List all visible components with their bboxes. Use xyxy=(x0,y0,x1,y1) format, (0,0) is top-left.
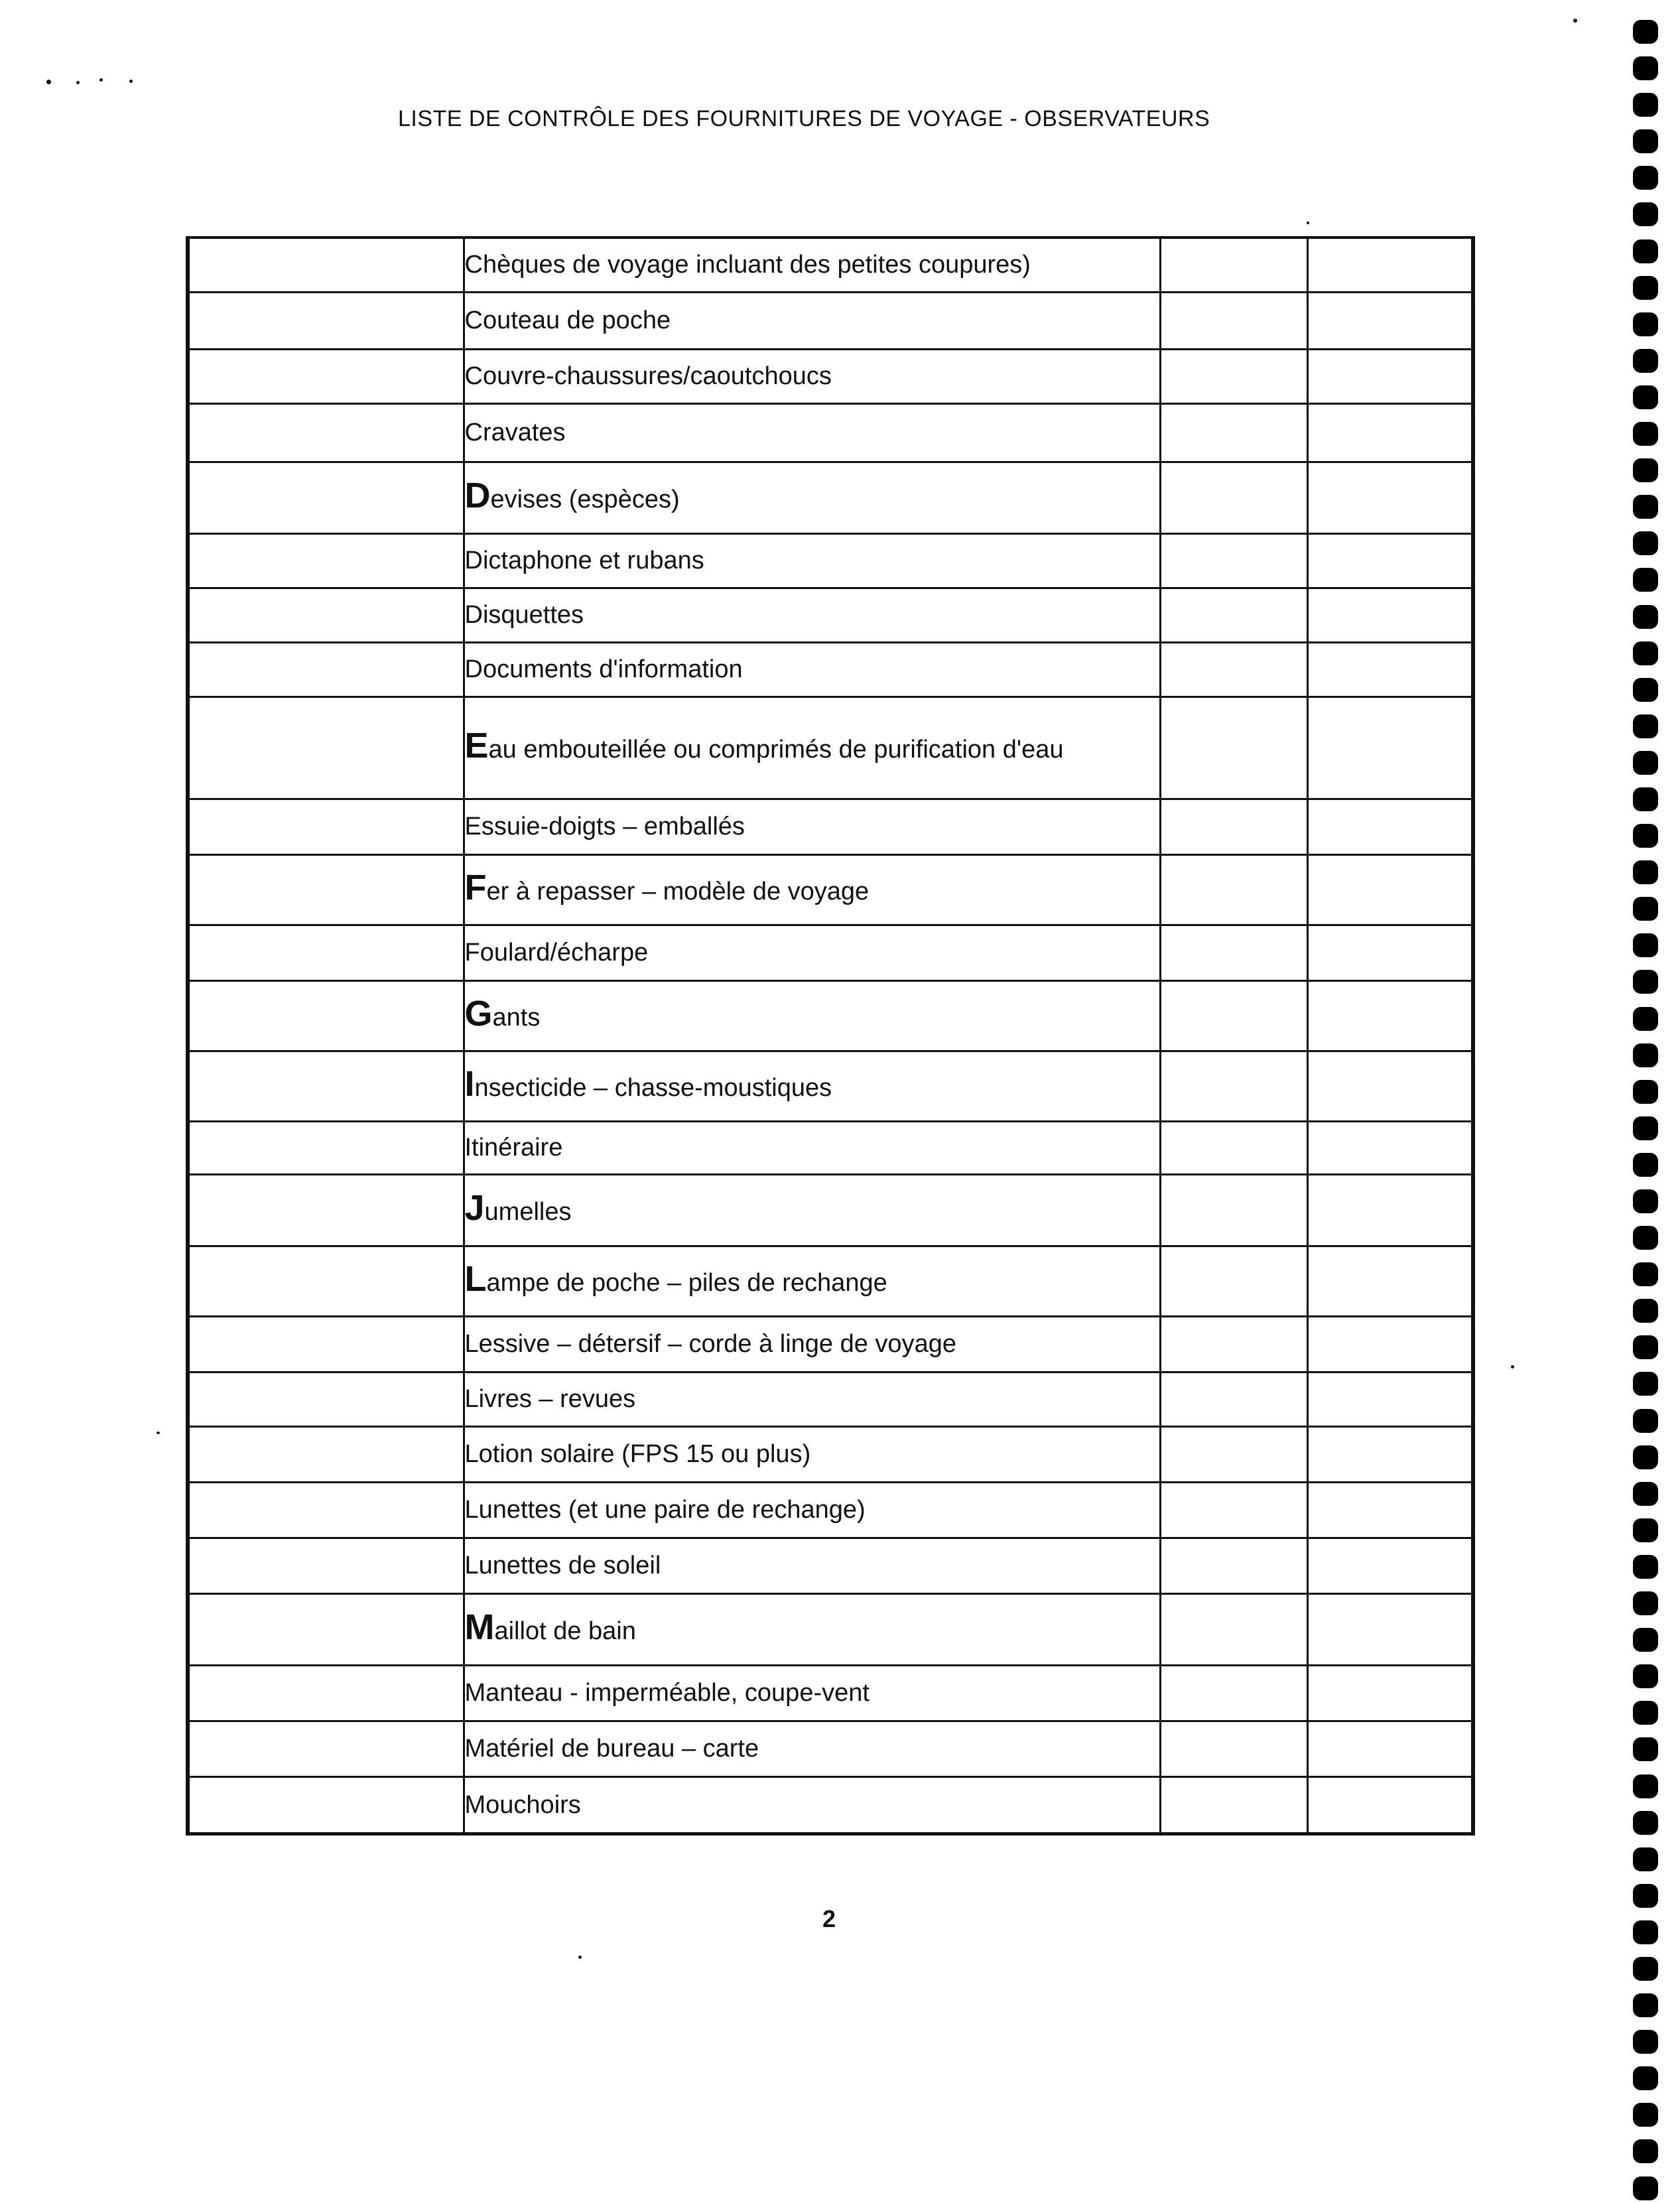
binding-hole xyxy=(1633,458,1658,482)
table-row xyxy=(188,799,1473,854)
check-cell-1 xyxy=(1160,697,1307,799)
left-blank-cell xyxy=(188,588,464,642)
scan-speck xyxy=(76,81,80,84)
left-blank-cell xyxy=(188,1372,464,1426)
binding-hole xyxy=(1633,1153,1658,1177)
check-cell-2 xyxy=(1307,1316,1473,1372)
left-blank-cell xyxy=(188,1051,464,1121)
binding-hole xyxy=(1633,1007,1658,1031)
check-cell-2 xyxy=(1307,1593,1473,1665)
left-blank-cell xyxy=(188,237,464,292)
table-row xyxy=(188,1721,1473,1776)
binding-hole xyxy=(1633,1116,1658,1140)
check-cell-1 xyxy=(1160,854,1307,925)
left-blank-cell xyxy=(188,1538,464,1593)
item-label: nsecticide – chasse-moustiques xyxy=(474,1074,832,1102)
left-blank-cell xyxy=(188,1174,464,1246)
scan-speck xyxy=(99,78,103,82)
binding-hole xyxy=(1633,276,1658,300)
binding-hole xyxy=(1633,1664,1658,1688)
supplies-checklist-table xyxy=(186,236,1475,1836)
binding-hole xyxy=(1633,1445,1658,1469)
binding-hole xyxy=(1633,1957,1658,1981)
binding-hole xyxy=(1633,2066,1658,2090)
table-row xyxy=(188,349,1473,403)
checklist-body xyxy=(188,237,1473,1834)
item-label: Lunettes (et une paire de rechange) xyxy=(464,1496,866,1524)
item-cell xyxy=(464,980,1160,1051)
check-cell-1 xyxy=(1160,1372,1307,1426)
check-cell-1 xyxy=(1160,292,1307,349)
table-row xyxy=(188,980,1473,1051)
check-cell-2 xyxy=(1307,1372,1473,1426)
item-label: ampe de poche – piles de rechange xyxy=(486,1269,887,1297)
binding-hole xyxy=(1633,1628,1658,1652)
left-blank-cell xyxy=(188,1665,464,1721)
item-cell xyxy=(464,292,1160,349)
item-cell xyxy=(464,1593,1160,1665)
binding-hole xyxy=(1633,1591,1658,1615)
binding-hole xyxy=(1633,1737,1658,1761)
binding-hole xyxy=(1633,2176,1658,2200)
item-cell xyxy=(464,799,1160,854)
item-cell xyxy=(464,533,1160,588)
binding-hole xyxy=(1633,1811,1658,1835)
binding-hole xyxy=(1633,1920,1658,1944)
item-label: Disquettes xyxy=(464,601,584,629)
check-cell-1 xyxy=(1160,1665,1307,1721)
check-cell-1 xyxy=(1160,1482,1307,1538)
check-cell-2 xyxy=(1307,462,1473,533)
check-cell-2 xyxy=(1307,1051,1473,1121)
binding-hole xyxy=(1633,1299,1658,1323)
page-number: 2 xyxy=(822,1905,836,1932)
item-label: umelles xyxy=(484,1198,572,1226)
item-cell xyxy=(464,1316,1160,1372)
binding-hole xyxy=(1633,1555,1658,1579)
check-cell-2 xyxy=(1307,403,1473,462)
check-cell-1 xyxy=(1160,980,1307,1051)
table-row xyxy=(188,1538,1473,1593)
table-row xyxy=(188,1121,1473,1174)
check-cell-1 xyxy=(1160,1593,1307,1665)
left-blank-cell xyxy=(188,1246,464,1316)
check-cell-1 xyxy=(1160,642,1307,697)
left-blank-cell xyxy=(188,403,464,462)
item-label: Documents d'information xyxy=(464,655,743,683)
binding-hole xyxy=(1633,239,1658,263)
binding-hole xyxy=(1633,385,1658,409)
check-cell-2 xyxy=(1307,697,1473,799)
item-cell xyxy=(464,1426,1160,1482)
check-cell-1 xyxy=(1160,1776,1307,1834)
left-blank-cell xyxy=(188,1121,464,1174)
binding-hole xyxy=(1633,1884,1658,1908)
left-blank-cell xyxy=(188,980,464,1051)
item-cell xyxy=(464,1246,1160,1316)
check-cell-2 xyxy=(1307,349,1473,403)
table-row xyxy=(188,642,1473,697)
table-row xyxy=(188,697,1473,799)
item-label: Lotion solaire (FPS 15 ou plus) xyxy=(464,1440,811,1468)
item-cell xyxy=(464,925,1160,980)
item-label: aillot de bain xyxy=(494,1617,636,1645)
item-label: ants xyxy=(492,1004,541,1032)
scan-speck xyxy=(1573,19,1577,23)
binding-hole xyxy=(1633,1262,1658,1286)
check-cell-2 xyxy=(1307,1174,1473,1246)
binding-hole xyxy=(1633,56,1658,80)
binding-hole xyxy=(1633,495,1658,519)
binding-hole xyxy=(1633,20,1658,44)
check-cell-1 xyxy=(1160,1051,1307,1121)
item-label: Foulard/écharpe xyxy=(464,939,649,967)
item-label: Lessive – détersif – corde à linge de voyage xyxy=(464,1330,956,1358)
table-row xyxy=(188,403,1473,462)
binding-hole xyxy=(1633,970,1658,994)
binding-hole xyxy=(1633,2030,1658,2054)
check-cell-2 xyxy=(1307,1426,1473,1482)
scan-speck xyxy=(1511,1365,1514,1369)
check-cell-1 xyxy=(1160,533,1307,588)
table-row xyxy=(188,1316,1473,1372)
check-cell-1 xyxy=(1160,1174,1307,1246)
table-row xyxy=(188,1051,1473,1121)
binding-hole xyxy=(1633,1226,1658,1250)
scan-speck xyxy=(1307,222,1309,224)
item-label: Dictaphone et rubans xyxy=(464,547,704,574)
item-label: au embouteillée ou comprimés de purification d'eau xyxy=(488,736,1064,764)
binding-holes xyxy=(1633,20,1659,2200)
binding-hole xyxy=(1633,897,1658,921)
binding-hole xyxy=(1633,1409,1658,1433)
left-blank-cell xyxy=(188,533,464,588)
binding-hole xyxy=(1633,1993,1658,2017)
item-label: Cravates xyxy=(464,419,566,446)
binding-hole xyxy=(1633,1701,1658,1725)
table-row xyxy=(188,1482,1473,1538)
binding-hole xyxy=(1633,933,1658,957)
scan-speck xyxy=(578,1956,582,1959)
item-label: Lunettes de soleil xyxy=(464,1552,661,1579)
item-cell xyxy=(464,854,1160,925)
item-initial: J xyxy=(464,1188,485,1228)
table-row xyxy=(188,1246,1473,1316)
binding-hole xyxy=(1633,531,1658,555)
table-row xyxy=(188,588,1473,642)
item-label: Itinéraire xyxy=(464,1134,563,1162)
table-row xyxy=(188,1174,1473,1246)
item-label: evises (espèces) xyxy=(490,486,680,513)
scan-speck xyxy=(157,1432,160,1434)
document-title: LISTE DE CONTRÔLE DES FOURNITURES DE VOYAGE - OBSERVATEURS xyxy=(398,106,1210,131)
check-cell-1 xyxy=(1160,1316,1307,1372)
binding-hole xyxy=(1633,1518,1658,1542)
binding-hole xyxy=(1633,641,1658,665)
binding-hole xyxy=(1633,312,1658,336)
item-cell xyxy=(464,1174,1160,1246)
item-initial: F xyxy=(464,868,487,907)
binding-hole xyxy=(1633,1335,1658,1359)
binding-hole xyxy=(1633,2103,1658,2127)
table-row xyxy=(188,533,1473,588)
left-blank-cell xyxy=(188,854,464,925)
binding-hole xyxy=(1633,1080,1658,1104)
table-row xyxy=(188,1776,1473,1834)
check-cell-2 xyxy=(1307,237,1473,292)
scan-speck xyxy=(129,80,133,83)
left-blank-cell xyxy=(188,1482,464,1538)
binding-hole xyxy=(1633,1847,1658,1871)
check-cell-1 xyxy=(1160,925,1307,980)
table-row xyxy=(188,462,1473,533)
item-cell xyxy=(464,1051,1160,1121)
left-blank-cell xyxy=(188,1721,464,1776)
scan-speck xyxy=(46,80,51,84)
binding-hole xyxy=(1633,824,1658,848)
binding-hole xyxy=(1633,605,1658,629)
binding-hole xyxy=(1633,349,1658,373)
table-row xyxy=(188,292,1473,349)
item-cell xyxy=(464,642,1160,697)
item-label: Couteau de poche xyxy=(464,306,671,334)
item-initial: D xyxy=(464,476,491,515)
binding-hole xyxy=(1633,166,1658,190)
table-row xyxy=(188,1665,1473,1721)
binding-hole xyxy=(1633,1043,1658,1067)
left-blank-cell xyxy=(188,925,464,980)
check-cell-2 xyxy=(1307,925,1473,980)
item-label: Matériel de bureau – carte xyxy=(464,1735,759,1763)
check-cell-1 xyxy=(1160,1121,1307,1174)
check-cell-2 xyxy=(1307,1482,1473,1538)
check-cell-2 xyxy=(1307,1121,1473,1174)
check-cell-2 xyxy=(1307,980,1473,1051)
check-cell-1 xyxy=(1160,1721,1307,1776)
item-initial: M xyxy=(464,1607,495,1647)
item-cell xyxy=(464,462,1160,533)
binding-hole xyxy=(1633,202,1658,226)
table-row xyxy=(188,854,1473,925)
item-cell xyxy=(464,1121,1160,1174)
item-cell xyxy=(464,349,1160,403)
binding-hole xyxy=(1633,2139,1658,2163)
binding-hole xyxy=(1633,751,1658,775)
left-blank-cell xyxy=(188,1316,464,1372)
check-cell-1 xyxy=(1160,1426,1307,1482)
check-cell-2 xyxy=(1307,588,1473,642)
left-blank-cell xyxy=(188,292,464,349)
check-cell-2 xyxy=(1307,799,1473,854)
binding-hole xyxy=(1633,678,1658,702)
item-label: Couvre-chaussures/caoutchoucs xyxy=(464,362,832,390)
left-blank-cell xyxy=(188,462,464,533)
check-cell-1 xyxy=(1160,588,1307,642)
left-blank-cell xyxy=(188,799,464,854)
item-label: er à repasser – modèle de voyage xyxy=(486,878,870,905)
item-cell xyxy=(464,588,1160,642)
left-blank-cell xyxy=(188,1593,464,1665)
check-cell-2 xyxy=(1307,292,1473,349)
binding-hole xyxy=(1633,422,1658,446)
item-label: Chèques de voyage incluant des petites coupures) xyxy=(464,251,1031,279)
check-cell-2 xyxy=(1307,1246,1473,1316)
check-cell-2 xyxy=(1307,854,1473,925)
check-cell-1 xyxy=(1160,799,1307,854)
table-row xyxy=(188,1593,1473,1665)
item-initial: I xyxy=(464,1064,475,1104)
item-cell xyxy=(464,1665,1160,1721)
check-cell-1 xyxy=(1160,1246,1307,1316)
item-label: Livres – revues xyxy=(464,1385,636,1413)
table-row xyxy=(188,1372,1473,1426)
binding-hole xyxy=(1633,568,1658,592)
item-cell xyxy=(464,237,1160,292)
binding-hole xyxy=(1633,1189,1658,1213)
item-label: Essuie-doigts – emballés xyxy=(464,813,745,840)
item-cell xyxy=(464,1776,1160,1834)
check-cell-1 xyxy=(1160,1538,1307,1593)
item-label: Mouchoirs xyxy=(464,1790,581,1819)
binding-hole xyxy=(1633,1482,1658,1506)
item-initial: G xyxy=(464,994,493,1034)
left-blank-cell xyxy=(188,1426,464,1482)
binding-hole xyxy=(1633,1774,1658,1798)
binding-hole xyxy=(1633,1372,1658,1396)
check-cell-2 xyxy=(1307,1776,1473,1834)
item-initial: L xyxy=(464,1259,487,1299)
binding-hole xyxy=(1633,787,1658,811)
item-cell xyxy=(464,697,1160,799)
item-cell xyxy=(464,1721,1160,1776)
table-row xyxy=(188,925,1473,980)
item-cell xyxy=(464,403,1160,462)
left-blank-cell xyxy=(188,642,464,697)
item-cell xyxy=(464,1538,1160,1593)
check-cell-1 xyxy=(1160,349,1307,403)
left-blank-cell xyxy=(188,1776,464,1834)
check-cell-1 xyxy=(1160,403,1307,462)
left-blank-cell xyxy=(188,697,464,799)
left-blank-cell xyxy=(188,349,464,403)
check-cell-2 xyxy=(1307,533,1473,588)
check-cell-1 xyxy=(1160,462,1307,533)
binding-hole xyxy=(1633,93,1658,117)
table-row xyxy=(188,1426,1473,1482)
item-initial: E xyxy=(464,726,489,766)
check-cell-2 xyxy=(1307,642,1473,697)
check-cell-1 xyxy=(1160,237,1307,292)
check-cell-2 xyxy=(1307,1538,1473,1593)
table-row xyxy=(188,237,1473,292)
check-cell-2 xyxy=(1307,1665,1473,1721)
item-cell xyxy=(464,1372,1160,1426)
binding-hole xyxy=(1633,129,1658,153)
binding-hole xyxy=(1633,714,1658,738)
item-cell xyxy=(464,1482,1160,1538)
binding-hole xyxy=(1633,860,1658,884)
item-label: Manteau - imperméable, coupe-vent xyxy=(464,1679,870,1707)
check-cell-2 xyxy=(1307,1721,1473,1776)
